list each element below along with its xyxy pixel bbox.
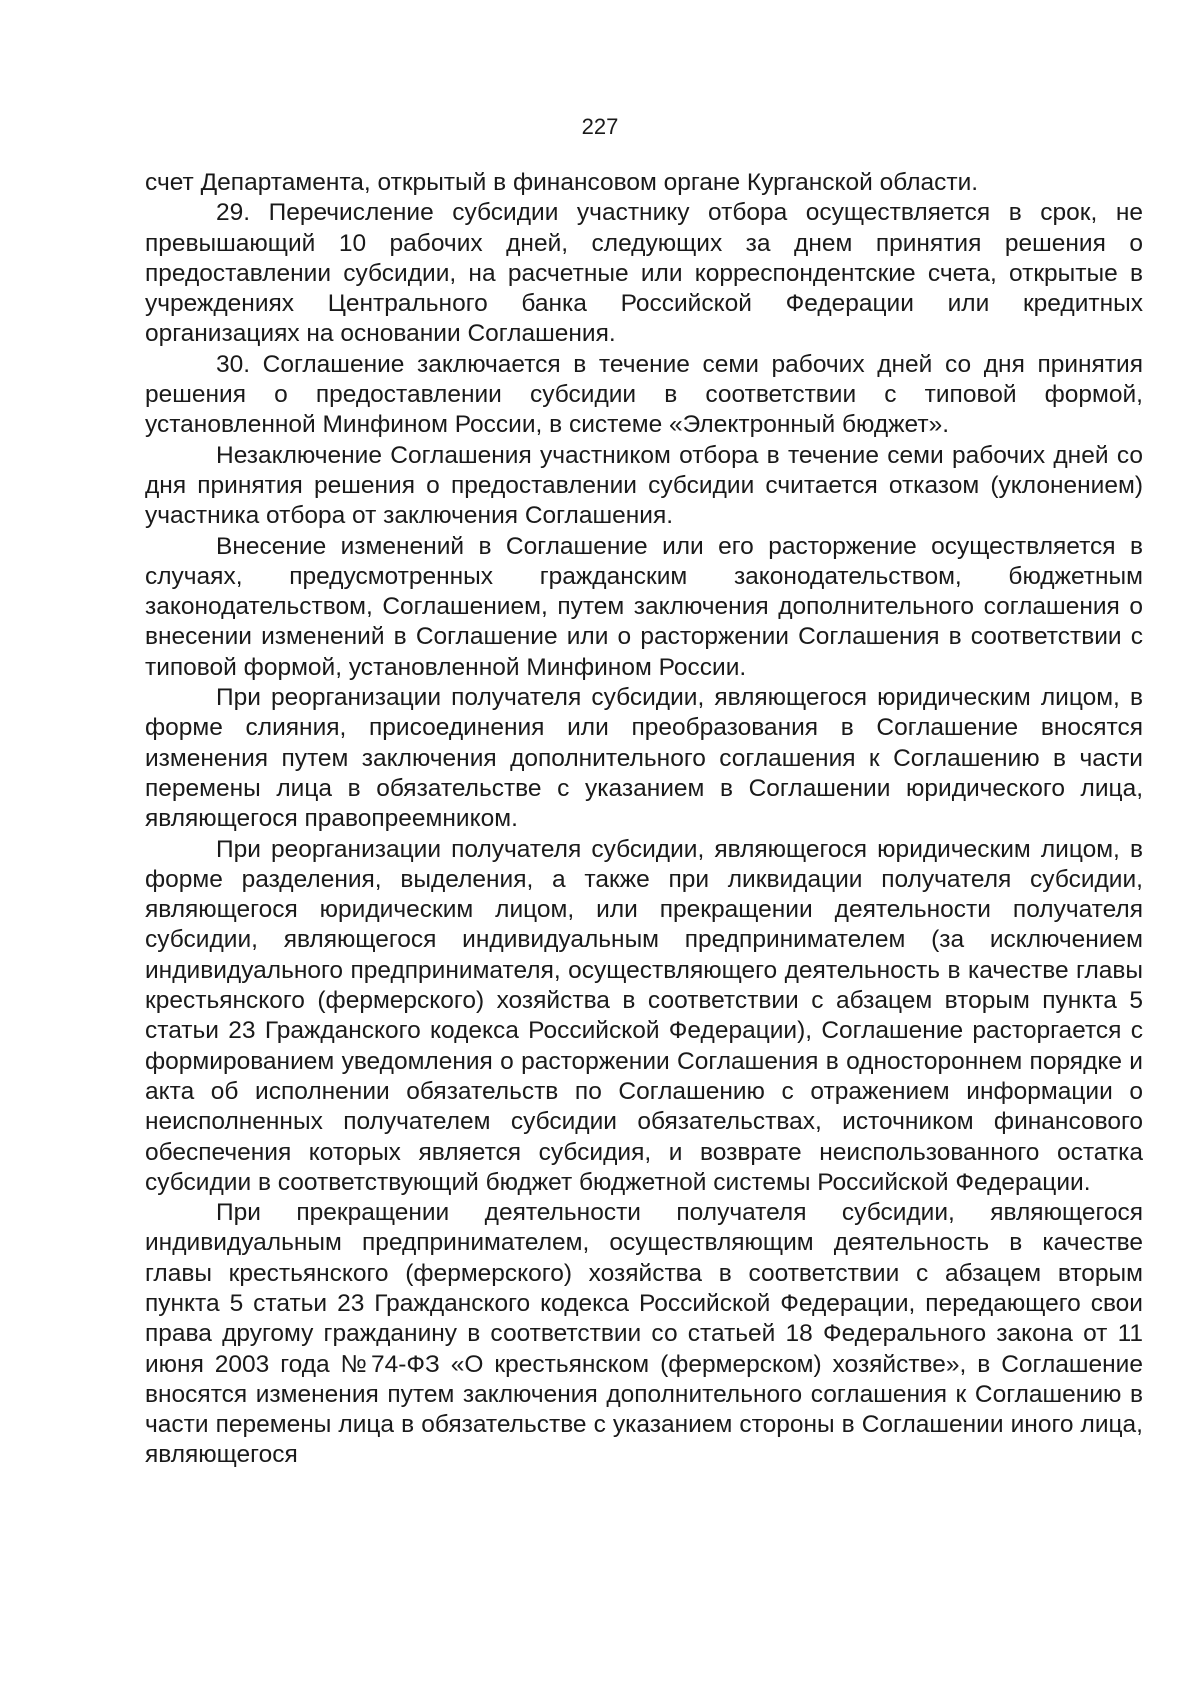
document-body	[145, 168, 1143, 1471]
paragraph-continuation: счет Департамента, открытый в финансовом органе Курганской области.	[145, 169, 979, 196]
paragraph-item-29: 29. Перечисление субсидии участнику отбора осуществляется в срок, не превышающий 10 рабочих дней, следующих за днем принятия решения о предоставлении субсидии, на расчетные или корреспондентские счета, открытые в учреждениях Центрального банка Российской Федерации или кредитных организациях на основании Соглашения.	[145, 199, 1143, 348]
paragraph-non-conclusion: Незаключение Соглашения участником отбора в течение семи рабочих дней со дня принятия решения о предоставлении субсидии считается отказом (уклонением) участника отбора от заключения Соглашения.	[145, 441, 1143, 530]
paragraph-item-30: 30. Соглашение заключается в течение семи рабочих дней со дня принятия решения о предоставлении субсидии в соответствии с типовой формой, установленной Минфином России, в системе «Электронный бюджет».	[145, 350, 1143, 439]
page-number: 227	[581, 114, 619, 139]
paragraph-amendments: Внесение изменений в Соглашение или его расторжение осуществляется в случаях, предусмотренных гражданским законодательством, бюджетным законодательством, Соглашением, путем заключения дополнительного соглашения о внесении изменений в Соглашение или о расторжении Соглашения в соответствии с типовой формой, установленной Минфином России.	[145, 532, 1143, 681]
paragraph-reorganization-merger: При реорганизации получателя субсидии, являющегося юридическим лицом, в форме слияния, присоединения или преобразования в Соглашение вносятся изменения путем заключения дополнительного соглашения к Соглашению в части перемены лица в обязательстве с указанием в Соглашении юридического лица, являющегося правопреемником.	[145, 684, 1143, 833]
paragraph-termination-farmer: При прекращении деятельности получателя субсидии, являющегося индивидуальным предпринимателем, осуществляющим деятельность в качестве главы крестьянского (фермерского) хозяйства в соответствии с абзацем вторым пункта 5 статьи 23 Гражданского кодекса Российской Федерации, передающего свои права другому гражданину в соответствии со статьей 18 Федерального закона от 11 июня 2003 года №74-ФЗ «О крестьянском (фермерском) хозяйстве», в Соглашение вносятся изменения путем заключения дополнительного соглашения к Соглашению в части перемены лица в обязательстве с указанием стороны в Соглашении иного лица, являющегося	[145, 1199, 1143, 1469]
paragraph-reorganization-division: При реорганизации получателя субсидии, являющегося юридическим лицом, в форме разделения, выделения, а также при ликвидации получателя субсидии, являющегося юридическим лицом, или прекращении деятельности получателя субсидии, являющегося индивидуальным предпринимателем (за исключением индивидуального предпринимателя, осуществляющего деятельность в качестве главы крестьянского (фермерского) хозяйства в соответствии с абзацем вторым пункта 5 статьи 23 Гражданского кодекса Российской Федерации), Соглашение расторгается с формированием уведомления о расторжении Соглашения в одностороннем порядке и акта об исполнении обязательств по Соглашению с отражением информации о неисполненных получателем субсидии обязательствах, источником финансового обеспечения которых является субсидия, и возврате неиспользованного остатка субсидии в соответствующий бюджет бюджетной системы Российской Федерации.	[145, 835, 1143, 1196]
